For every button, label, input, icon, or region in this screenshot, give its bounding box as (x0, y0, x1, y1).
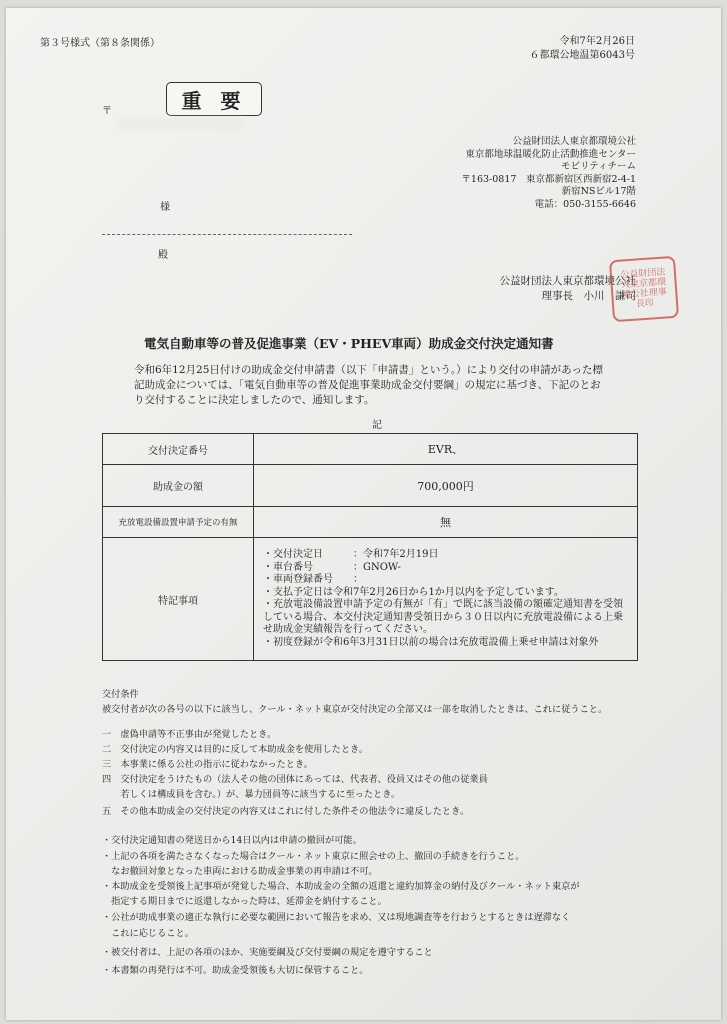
decision-number-label: 交付決定番号 (103, 434, 254, 465)
note-item: ・本書類の再発行は不可。助成金受領後も大切に保管すること。 (102, 965, 369, 976)
decision-number-value: EVR、 (254, 434, 638, 465)
table-row (103, 538, 638, 661)
note-item: ・公社が助成事業の適正な執行に必要な範囲において報告を求め、又は現地調査等を行おうとするときは遅滞なく (102, 912, 571, 923)
important-stamp: 重 要 (166, 82, 262, 116)
seal-text: 公益財団法人東京都環境公社理事長印 (620, 267, 668, 310)
table-row (103, 507, 638, 538)
sender-center: 東京都地球温暖化防止活動推進センター (465, 148, 636, 160)
condition-item: 若しくは構成員を含む。）が、暴力団員等に該当するに至ったとき。 (102, 789, 401, 800)
note-item: 指定する期日までに返還しなかった時は、延滞金を納付すること。 (102, 896, 387, 907)
redacted-address (118, 118, 243, 130)
note-item: ・上記の各項を満たさなくなった場合はクール・ネット東京に照会せの上、撤回の手続きを行うこと。 (102, 851, 525, 862)
charging-plan-value: 無 (254, 507, 638, 538)
document-page (6, 8, 721, 1020)
form-id: 第３号様式（第８条関係） (40, 38, 160, 49)
ki-label: 記 (372, 420, 382, 431)
honorific-dono: 殿 (158, 250, 168, 261)
sender-phone: 電話：050-3155-6646 (534, 198, 636, 210)
condition-item: 四 交付決定をうけたもの（法人その他の団体にあっては、代表者、役員又はその他の従業員 (102, 774, 488, 785)
signatory-name: 理事長 小川 謙司 (541, 290, 636, 302)
sender-address: 〒163-0817 東京都新宿区西新宿2-4-1 (461, 173, 636, 185)
special-note-item: ・支払予定日は令和7年2月26日から1か月以内を予定しています。 (263, 586, 565, 598)
signatory-block (426, 274, 636, 304)
postal-mark: 〒 (102, 106, 112, 117)
document-title: 電気自動車等の普及促進事業（EV・PHEV車両）助成金交付決定通知書 (144, 336, 554, 351)
special-notes-label: 特記事項 (103, 538, 254, 661)
intro-paragraph: 令和6年12月25日付けの助成金交付申請書（以下「申請書」という。）により交付の申請があった標記助成金については、「電気自動車等の普及促進事業助成金交付要綱」の規定に基づき、下記のとおり交付することに決定しましたので、通知します。 (134, 364, 604, 406)
sender-team: モビリティチーム (560, 161, 636, 172)
condition-item: 三 本事業に係る公社の指示に従わなかったとき。 (102, 759, 313, 770)
special-note-item: ・充放電設備設置申請予定の有無が「有」で既に該当設備の額確定通知書を受領している場合、本交付決定通知書受領日から３０日以内に充放電設備による上乗せ助成金実績報告を行ってください。 (263, 599, 623, 635)
honorific-sama: 様 (160, 202, 170, 213)
sender-block (406, 136, 636, 211)
issue-date: 令和7年2月26日 (559, 36, 635, 47)
conditions-heading: 交付条件 (102, 689, 139, 700)
sender-building: 新宿NSビル17階 (561, 186, 636, 197)
special-note-item: ・車台番号 ：GNOW- (263, 561, 401, 573)
grant-amount-value: 700,000円 (254, 465, 638, 507)
sender-org: 公益財団法人東京都環境公社 (512, 136, 636, 147)
signatory-org: 公益財団法人東京都環境公社 (499, 275, 636, 287)
charging-plan-label: 充放電設備設置申請予定の有無 (103, 507, 254, 538)
special-note-item: ・車両登録番号 ： (263, 574, 363, 585)
conditions-lead: 被交付者が次の各号の以下に該当し、クール・ネット東京が交付決定の全部又は一部を取消したときは、これに従うこと。 (102, 704, 608, 715)
recipient-line (102, 234, 352, 235)
special-notes-cell (254, 538, 638, 661)
condition-item: 五 その他本助成金の交付決定の内容又はこれに付した条件その他法令に違反したとき。 (102, 806, 470, 817)
note-item: これに応じること。 (102, 928, 194, 939)
condition-item: 一 虚偽申請等不正事由が発覚したとき。 (102, 729, 277, 740)
note-item: ・交付決定通知書の発送日から14日以内は申請の撤回が可能。 (102, 835, 362, 846)
table-row (103, 465, 638, 507)
note-item: なお撤回対象となった車両における助成金事業の再申請は不可。 (102, 866, 378, 877)
note-item: ・被交付者は、上記の各項のほか、実施要綱及び交付要綱の規定を遵守すること (102, 947, 433, 958)
grant-amount-label: 助成金の額 (103, 465, 254, 507)
decision-table (102, 433, 638, 661)
table-row (103, 434, 638, 465)
condition-item: 二 交付決定の内容又は目的に反して本助成金を使用したとき。 (102, 744, 369, 755)
special-note-item: ・初度登録が令和6年3月31日以前の場合は充放電設備上乗せ申請は対象外 (263, 636, 599, 648)
official-seal (609, 256, 679, 322)
document-number: ６都環公地温第6043号 (529, 50, 635, 61)
special-note-item: ・交付決定日 ：令和7年2月19日 (263, 549, 439, 560)
note-item: ・本助成金を受領後上記事項が発覚した場合、本助成金の全額の返還と違約加算金の納付及びクール・ネット東京が (102, 881, 580, 892)
